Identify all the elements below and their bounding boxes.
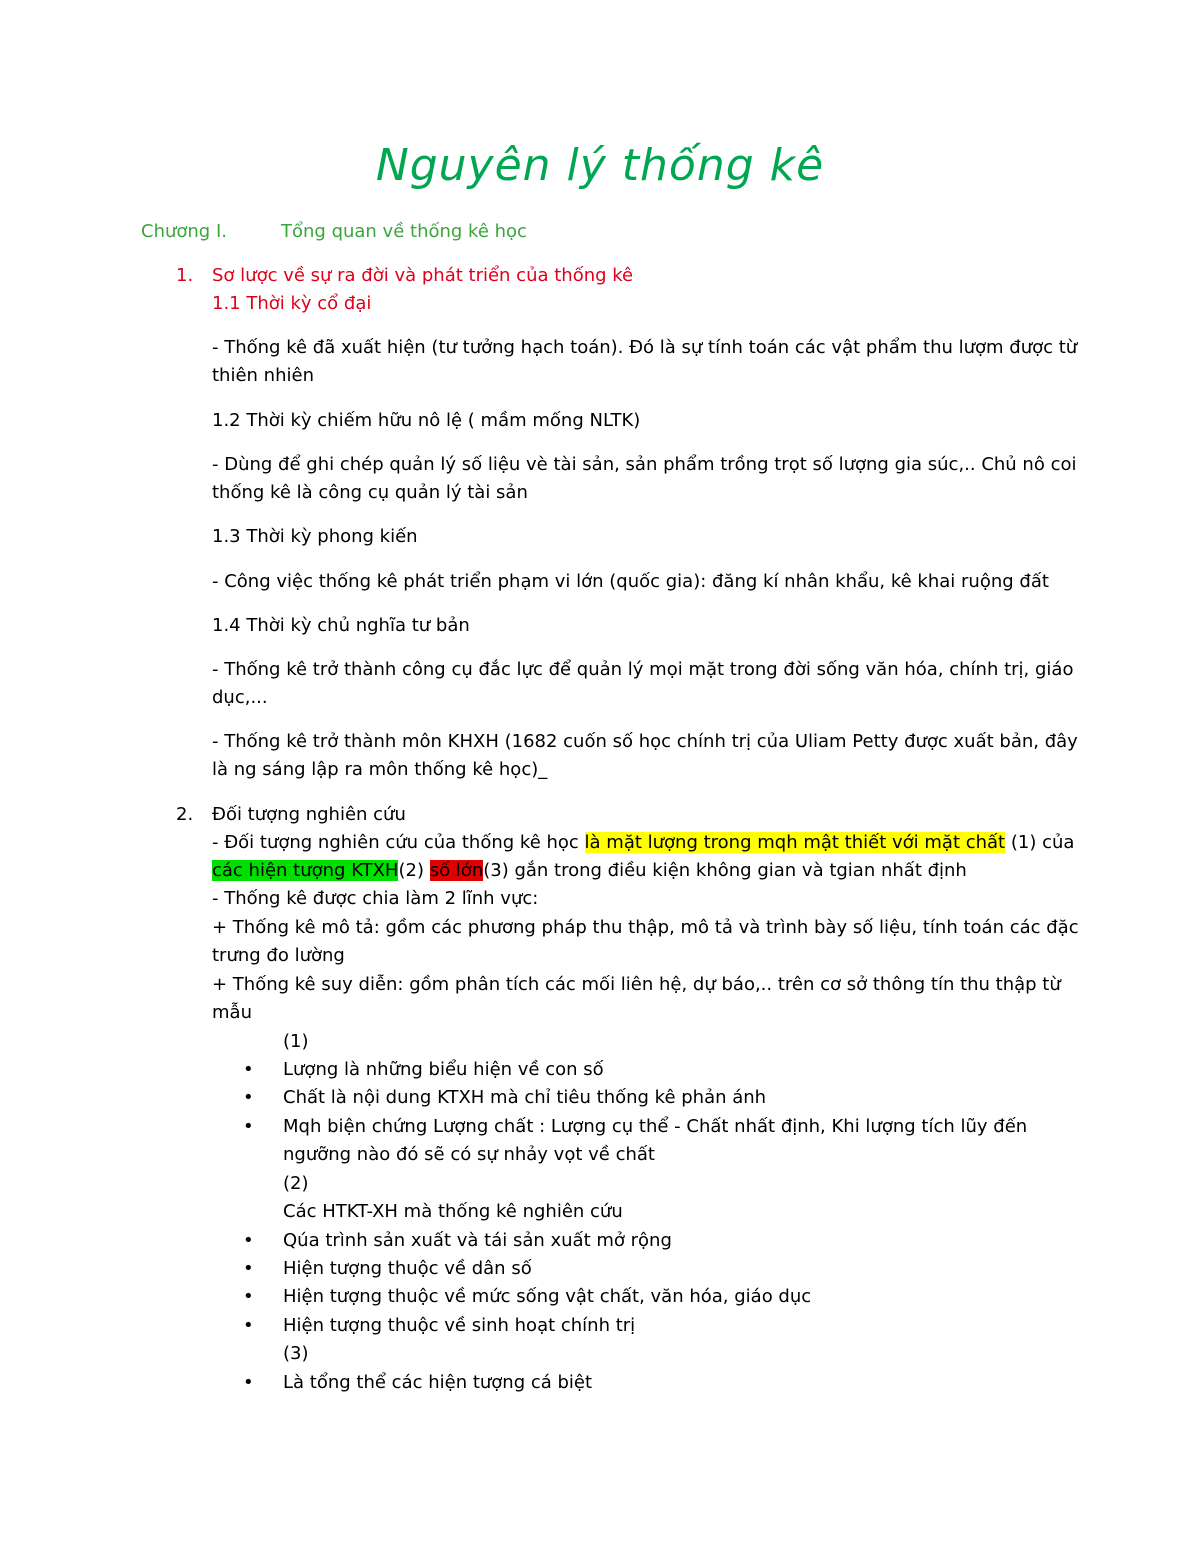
group1-label: (1): [283, 1031, 309, 1052]
section1-p5-line1: - Thống kê trở thành môn KHXH (1682 cuốn số học chính trị của Uliam Petty được xuất bản, đây: [212, 731, 1078, 752]
bullet-icon: •: [243, 1258, 254, 1279]
section1-sub3: 1.3 Thời kỳ phong kiến: [212, 526, 418, 547]
section2-split: - Thống kê được chia làm 2 lĩnh vực:: [212, 888, 539, 909]
section1-p2-line2: thống kê là công cụ quản lý tài sản: [212, 482, 528, 503]
section1-p1-line2: thiên nhiên: [212, 365, 314, 386]
descriptive-stats-line2: trưng đo lường: [212, 945, 345, 966]
bullet-icon: •: [243, 1059, 254, 1080]
inferential-stats-line2: mẫu: [212, 1002, 252, 1023]
bullet-item: Qúa trình sản xuất và tái sản xuất mở rộng: [283, 1230, 672, 1251]
section1-p4-line2: dục,...: [212, 687, 268, 708]
inferential-stats-line1: + Thống kê suy diễn: gồm phân tích các mối liên hệ, dự báo,.. trên cơ sở thông tín thu thập từ: [212, 974, 1061, 995]
bullet-icon: •: [243, 1116, 254, 1137]
definition-text-d: (3) gắn trong điều kiện không gian và tgian nhất định: [483, 860, 967, 881]
bullet-icon: •: [243, 1286, 254, 1307]
bullet-item: Chất là nội dung KTXH mà chỉ tiêu thống kê phản ánh: [283, 1087, 767, 1108]
section2-number: 2.: [176, 804, 194, 825]
document-title: Nguyên lý thống kê: [375, 140, 825, 191]
definition-text-c: (2): [398, 860, 430, 881]
section2-heading: Đối tượng nghiên cứu: [212, 804, 406, 825]
descriptive-stats-line1: + Thống kê mô tả: gồm các phương pháp thu thập, mô tả và trình bày số liệu, tính toán các đặc: [212, 917, 1079, 938]
bullet-icon: •: [243, 1230, 254, 1251]
group3-label: (3): [283, 1343, 309, 1364]
section1-p2-line1: - Dùng để ghi chép quản lý số liệu vè tài sản, sản phẩm trồng trọt số lượng gia súc,.. Chủ nô coi: [212, 454, 1077, 475]
bullet-item: Mqh biện chứng Lượng chất : Lượng cụ thể - Chất nhất định, Khi lượng tích lũy đến: [283, 1116, 1028, 1137]
group2-text: Các HTKT-XH mà thống kê nghiên cứu: [283, 1201, 623, 1222]
bullet-item: Lượng là những biểu hiện về con số: [283, 1059, 604, 1080]
chapter-number: Chương I.: [141, 221, 227, 242]
section1-p5-line2: là ng sáng lập ra môn thống kê học)_: [212, 759, 548, 780]
bullet-item: Hiện tượng thuộc về dân số: [283, 1258, 532, 1279]
chapter-heading: [141, 221, 527, 242]
section2-definition-line1: [212, 829, 1074, 857]
section1-number: 1.: [176, 265, 194, 286]
section1-p3: - Công việc thống kê phát triển phạm vi lớn (quốc gia): đăng kí nhân khẩu, kê khai ruộng đất: [212, 571, 1049, 592]
bullet-icon: •: [243, 1087, 254, 1108]
section1-p1-line1: - Thống kê đã xuất hiện (tư tưởng hạch toán). Đó là sự tính toán các vật phẩm thu lượm được từ: [212, 337, 1078, 358]
definition-text-b: (1) của: [1005, 832, 1075, 853]
section1-sub1: 1.1 Thời kỳ cổ đại: [212, 293, 372, 314]
section1-p4-line1: - Thống kê trở thành công cụ đắc lực để quản lý mọi mặt trong đời sống văn hóa, chính trị, giáo: [212, 659, 1074, 680]
bullet-item: Hiện tượng thuộc về sinh hoạt chính trị: [283, 1315, 636, 1336]
definition-text-a: - Đối tượng nghiên cứu của thống kê học: [212, 832, 585, 853]
bullet-icon: •: [243, 1372, 254, 1393]
bullet-icon: •: [243, 1315, 254, 1336]
highlight-ktxh: các hiện tượng KTXH: [212, 860, 399, 881]
highlight-quantity-quality: là mặt lượng trong mqh mật thiết với mặt chất: [584, 832, 1006, 853]
section1-sub2: 1.2 Thời kỳ chiếm hữu nô lệ ( mầm mống NLTK): [212, 410, 641, 431]
highlight-so-lon: số lớn: [429, 860, 484, 881]
section1-sub4: 1.4 Thời kỳ chủ nghĩa tư bản: [212, 615, 470, 636]
bullet-item: Là tổng thể các hiện tượng cá biệt: [283, 1372, 593, 1393]
bullet-item-continuation: ngưỡng nào đó sẽ có sự nhảy vọt về chất: [283, 1144, 655, 1165]
section1-heading: Sơ lược về sự ra đời và phát triển của thống kê: [212, 265, 634, 286]
group2-label: (2): [283, 1173, 309, 1194]
bullet-item: Hiện tượng thuộc về mức sống vật chất, văn hóa, giáo dục: [283, 1286, 812, 1307]
section2-definition-line2: [212, 857, 967, 885]
chapter-name: Tổng quan về thống kê học: [281, 221, 527, 242]
